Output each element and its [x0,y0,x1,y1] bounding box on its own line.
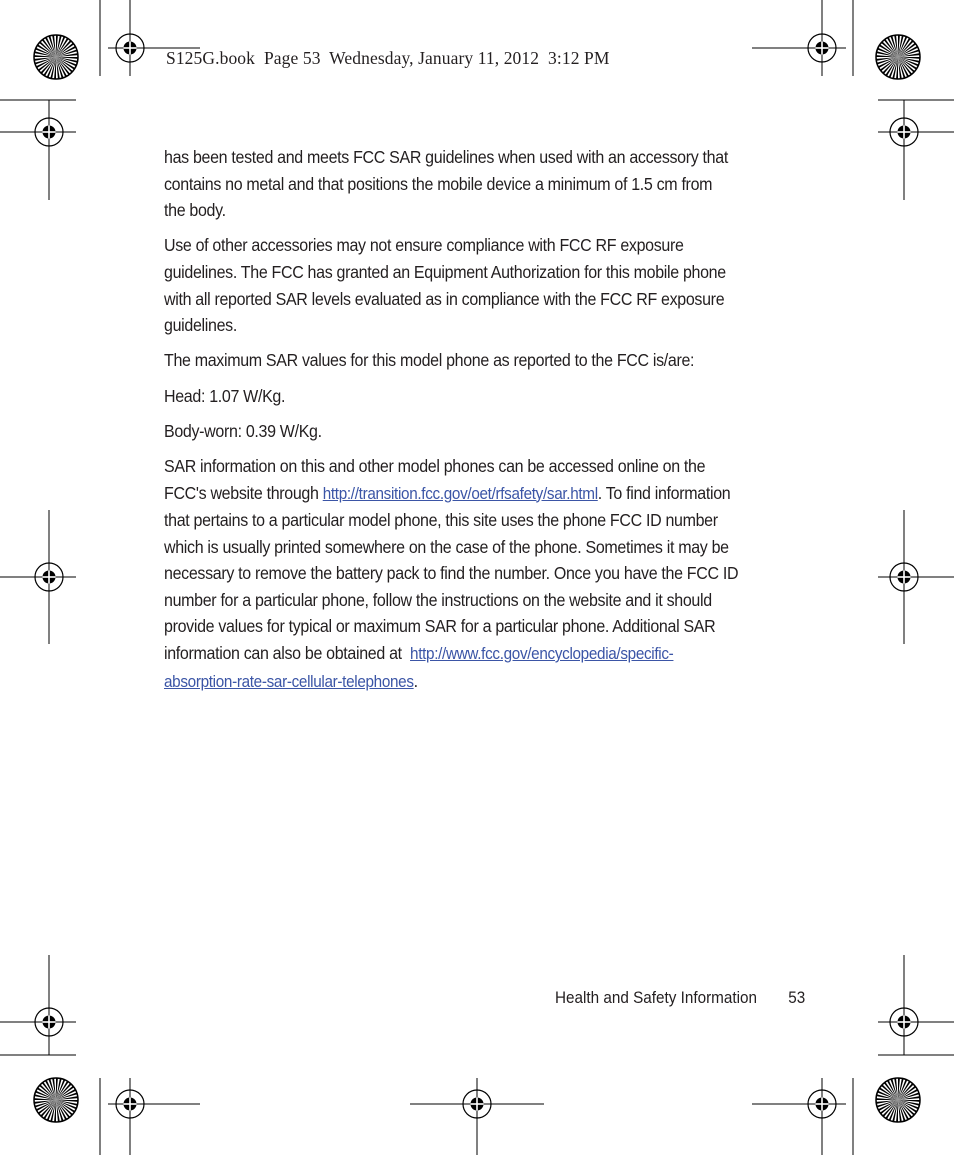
sar-body-worn-value: Body-worn: 0.39 W/Kg. [164,420,322,441]
paragraph-accessory-compliance: has been tested and meets FCC SAR guidelines when used with an accessory that contains no metal and that positions the mobile device a minimum of 1.5 cm from the body. [164,147,728,221]
color-wheel-mark-icon [34,35,78,79]
fcc-encyclopedia-link-continued[interactable]: absorption-rate-sar-cellular-telephones [164,671,414,691]
paragraph-sar-information: SAR information on this and other model phones can be accessed online on the FCC's website through http://transition.fcc.gov/oet/rfsafety/sar.html. To find information that pertains to a particular model phone, this site uses the phone FCC ID number which is usually printed somewhere on the case of the phone. Sometimes it may be necessary to remove the battery pack to find the number. Once you have the FCC ID number for a particular phone, follow the instructions on the website and it should provide values for typical or maximum SAR for a particular phone. Additional SAR information can also be obtained at http://www.fcc.gov/encyclopedia/specific- absorption-rate-sar-cellular-telephones. [164,455,739,691]
fcc-sar-link[interactable]: http://transition.fcc.gov/oet/rfsafety/sar.html [322,483,598,503]
page-body [164,144,762,704]
print-slug-line: S125G.book Page 53 Wednesday, January 11, 2012 3:12 PM [166,48,610,68]
sar-head-value: Head: 1.07 W/Kg. [164,385,286,406]
footer-section-title: Health and Safety Information [555,988,757,1007]
paragraph-max-sar: The maximum SAR values for this model phone as reported to the FCC is/are: [164,350,695,371]
color-wheel-mark-icon [34,1078,78,1122]
paragraph-other-accessories: Use of other accessories may not ensure compliance with FCC RF exposure guidelines. The FCC has granted an Equipment Authorization for this mobile phone with all reported SAR levels evaluated as in compliance with the FCC RF exposure guidelines. [164,235,726,336]
page-number: 53 [788,988,806,1007]
color-wheel-mark-icon [876,1078,920,1122]
fcc-encyclopedia-link[interactable]: http://www.fcc.gov/encyclopedia/specific- [410,644,674,664]
color-wheel-mark-icon [876,35,920,79]
page-footer [555,988,805,1008]
